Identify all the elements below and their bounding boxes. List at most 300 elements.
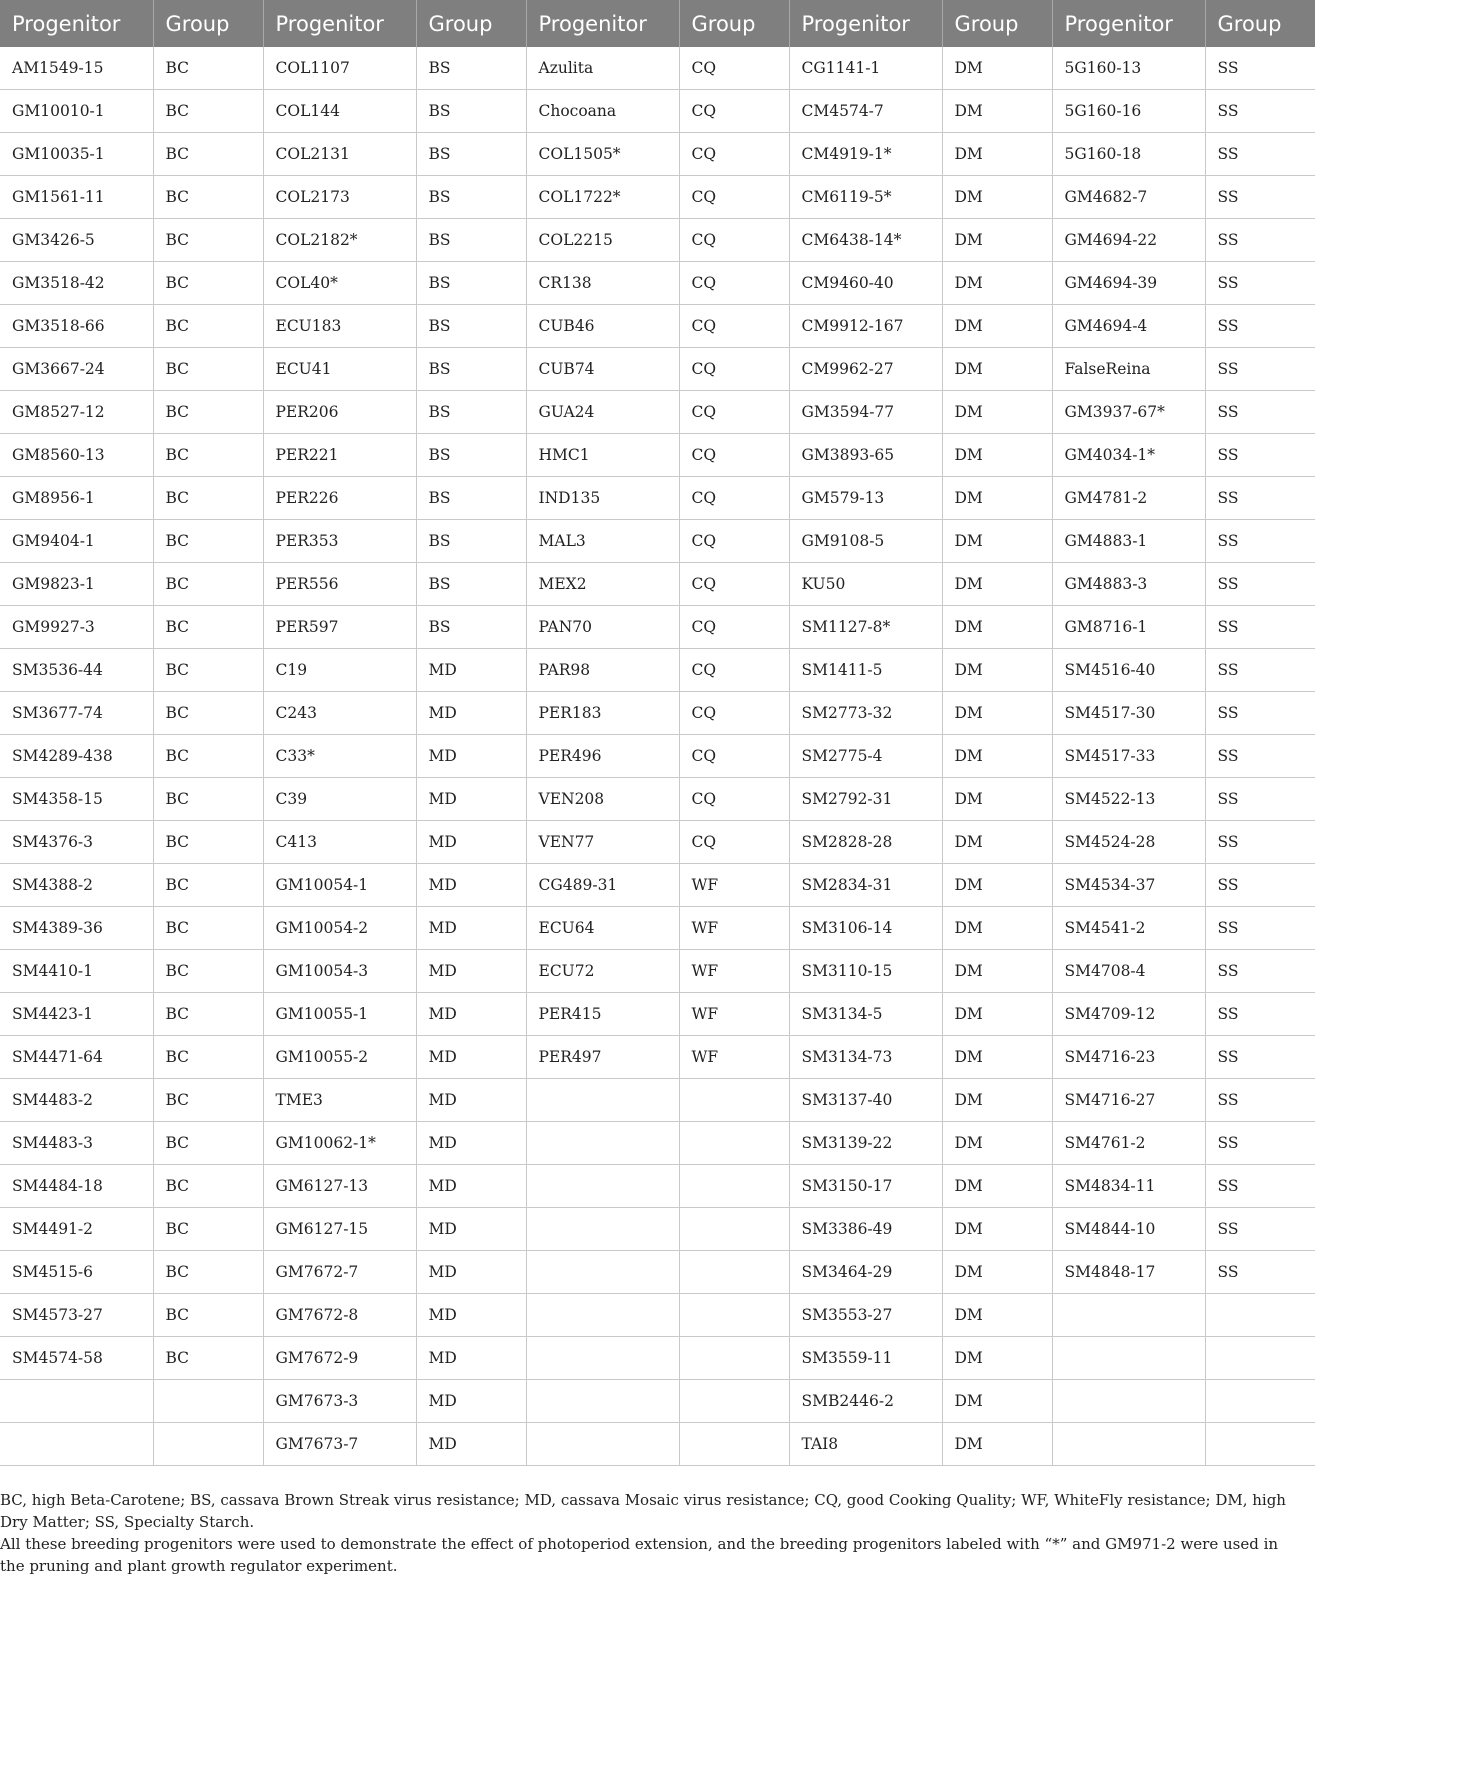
table-row: [0, 821, 1315, 864]
group-cell: BC: [153, 907, 263, 950]
table-row: [0, 1122, 1315, 1165]
group-cell: CQ: [679, 477, 789, 520]
group-cell: MD: [416, 1294, 526, 1337]
progenitor-cell: HMC1: [526, 434, 679, 477]
progenitor-cell: SM4517-33: [1052, 735, 1205, 778]
progenitor-cell: C413: [263, 821, 416, 864]
group-cell: BC: [153, 821, 263, 864]
progenitor-cell: PER221: [263, 434, 416, 477]
table-row: [0, 262, 1315, 305]
group-cell: BS: [416, 262, 526, 305]
progenitor-cell: SM4423-1: [0, 993, 153, 1036]
group-cell: [153, 1380, 263, 1423]
progenitor-cell: COL2182*: [263, 219, 416, 262]
group-cell: SS: [1205, 391, 1315, 434]
group-cell: DM: [942, 692, 1052, 735]
progenitor-cell: GM7673-7: [263, 1423, 416, 1466]
group-cell: BC: [153, 1165, 263, 1208]
table-row: [0, 735, 1315, 778]
progenitor-cell: SM3559-11: [789, 1337, 942, 1380]
progenitor-cell: [1052, 1294, 1205, 1337]
group-cell: SS: [1205, 348, 1315, 391]
header-progenitor-1: Progenitor: [0, 0, 153, 47]
group-cell: CQ: [679, 391, 789, 434]
progenitor-cell: SM4517-30: [1052, 692, 1205, 735]
table-row: [0, 1294, 1315, 1337]
progenitor-cell: SM2834-31: [789, 864, 942, 907]
progenitor-cell: [526, 1208, 679, 1251]
progenitor-cell: CM4574-7: [789, 90, 942, 133]
progenitor-cell: GM7672-8: [263, 1294, 416, 1337]
progenitor-cell: SM3150-17: [789, 1165, 942, 1208]
group-cell: BC: [153, 47, 263, 90]
group-cell: DM: [942, 1079, 1052, 1122]
group-cell: MD: [416, 692, 526, 735]
progenitor-cell: [0, 1380, 153, 1423]
progenitor-cell: GM4034-1*: [1052, 434, 1205, 477]
progenitor-cell: GM6127-13: [263, 1165, 416, 1208]
table-row: [0, 692, 1315, 735]
group-cell: BC: [153, 219, 263, 262]
group-cell: DM: [942, 262, 1052, 305]
table-body: [0, 47, 1315, 1466]
progenitor-cell: GM4682-7: [1052, 176, 1205, 219]
progenitor-cell: SM4289-438: [0, 735, 153, 778]
group-cell: [679, 1122, 789, 1165]
group-cell: DM: [942, 950, 1052, 993]
group-cell: MD: [416, 864, 526, 907]
progenitor-cell: GM8716-1: [1052, 606, 1205, 649]
progenitor-cell: ECU41: [263, 348, 416, 391]
progenitor-cell: PAR98: [526, 649, 679, 692]
group-cell: BC: [153, 864, 263, 907]
progenitor-cell: SM2775-4: [789, 735, 942, 778]
progenitor-cell: GM3518-42: [0, 262, 153, 305]
table-row: [0, 1079, 1315, 1122]
group-cell: [679, 1208, 789, 1251]
progenitor-cell: TME3: [263, 1079, 416, 1122]
group-cell: DM: [942, 1122, 1052, 1165]
progenitor-cell: MEX2: [526, 563, 679, 606]
header-group-2: Group: [416, 0, 526, 47]
progenitor-cell: PER556: [263, 563, 416, 606]
group-cell: MD: [416, 1165, 526, 1208]
group-cell: DM: [942, 305, 1052, 348]
progenitor-cell: GM4883-3: [1052, 563, 1205, 606]
group-cell: SS: [1205, 692, 1315, 735]
group-cell: DM: [942, 1036, 1052, 1079]
progenitor-cell: SM1127-8*: [789, 606, 942, 649]
progenitor-cell: PER353: [263, 520, 416, 563]
group-cell: SS: [1205, 778, 1315, 821]
group-cell: DM: [942, 1294, 1052, 1337]
progenitor-cell: SMB2446-2: [789, 1380, 942, 1423]
progenitor-cell: SM4389-36: [0, 907, 153, 950]
progenitor-cell: AM1549-15: [0, 47, 153, 90]
progenitor-cell: Azulita: [526, 47, 679, 90]
progenitor-cell: Chocoana: [526, 90, 679, 133]
group-cell: DM: [942, 649, 1052, 692]
group-cell: [679, 1251, 789, 1294]
progenitor-cell: GM7672-9: [263, 1337, 416, 1380]
group-cell: BC: [153, 520, 263, 563]
table-row: [0, 305, 1315, 348]
group-cell: BS: [416, 133, 526, 176]
progenitor-cell: PER206: [263, 391, 416, 434]
header-group-4: Group: [942, 0, 1052, 47]
progenitor-cell: SM4573-27: [0, 1294, 153, 1337]
progenitor-cell: COL40*: [263, 262, 416, 305]
group-cell: CQ: [679, 219, 789, 262]
header-progenitor-2: Progenitor: [263, 0, 416, 47]
group-cell: MD: [416, 778, 526, 821]
group-cell: BS: [416, 477, 526, 520]
group-cell: SS: [1205, 1251, 1315, 1294]
group-cell: DM: [942, 477, 1052, 520]
progenitor-cell: PER497: [526, 1036, 679, 1079]
group-cell: BC: [153, 1337, 263, 1380]
group-cell: DM: [942, 133, 1052, 176]
progenitor-cell: C19: [263, 649, 416, 692]
progenitor-cell: GM10055-1: [263, 993, 416, 1036]
progenitor-cell: SM3110-15: [789, 950, 942, 993]
group-cell: [153, 1423, 263, 1466]
progenitor-cell: SM4483-3: [0, 1122, 153, 1165]
group-cell: DM: [942, 348, 1052, 391]
progenitor-cell: GM4694-22: [1052, 219, 1205, 262]
group-cell: WF: [679, 907, 789, 950]
group-cell: BC: [153, 1036, 263, 1079]
progenitor-cell: C39: [263, 778, 416, 821]
progenitor-cell: CM6119-5*: [789, 176, 942, 219]
progenitor-cell: 5G160-18: [1052, 133, 1205, 176]
group-cell: [1205, 1337, 1315, 1380]
group-cell: [1205, 1294, 1315, 1337]
progenitor-cell: SM4574-58: [0, 1337, 153, 1380]
table-footnotes: [0, 1489, 1295, 1577]
group-cell: DM: [942, 391, 1052, 434]
header-row: [0, 0, 1315, 47]
progenitor-cell: [526, 1079, 679, 1122]
group-cell: DM: [942, 993, 1052, 1036]
group-cell: DM: [942, 1251, 1052, 1294]
group-cell: WF: [679, 993, 789, 1036]
group-cell: BS: [416, 47, 526, 90]
table-row: [0, 1165, 1315, 1208]
group-cell: WF: [679, 1036, 789, 1079]
progenitor-cell: PER597: [263, 606, 416, 649]
group-cell: [679, 1380, 789, 1423]
group-cell: BC: [153, 434, 263, 477]
group-cell: CQ: [679, 692, 789, 735]
table-row: [0, 133, 1315, 176]
table-row: [0, 1251, 1315, 1294]
group-cell: DM: [942, 1380, 1052, 1423]
group-cell: MD: [416, 1122, 526, 1165]
progenitor-cell: [526, 1294, 679, 1337]
progenitor-cell: SM4515-6: [0, 1251, 153, 1294]
progenitor-cell: PER496: [526, 735, 679, 778]
table-row: [0, 1036, 1315, 1079]
progenitor-cell: SM4716-27: [1052, 1079, 1205, 1122]
group-cell: BC: [153, 1208, 263, 1251]
table-row: [0, 434, 1315, 477]
group-cell: CQ: [679, 606, 789, 649]
progenitor-cell: [526, 1165, 679, 1208]
group-cell: DM: [942, 563, 1052, 606]
progenitor-cell: GM579-13: [789, 477, 942, 520]
progenitor-cell: SM4484-18: [0, 1165, 153, 1208]
group-cell: SS: [1205, 649, 1315, 692]
group-cell: BC: [153, 477, 263, 520]
group-cell: SS: [1205, 90, 1315, 133]
group-cell: CQ: [679, 778, 789, 821]
table-row: [0, 1423, 1315, 1466]
group-cell: DM: [942, 434, 1052, 477]
group-cell: SS: [1205, 262, 1315, 305]
header-progenitor-4: Progenitor: [789, 0, 942, 47]
progenitor-cell: GM4883-1: [1052, 520, 1205, 563]
table-row: [0, 1208, 1315, 1251]
group-cell: BC: [153, 993, 263, 1036]
progenitor-cell: MAL3: [526, 520, 679, 563]
progenitor-cell: GM4694-4: [1052, 305, 1205, 348]
group-cell: BS: [416, 520, 526, 563]
progenitor-cell: SM4716-23: [1052, 1036, 1205, 1079]
group-cell: BC: [153, 1079, 263, 1122]
group-cell: SS: [1205, 1208, 1315, 1251]
progenitor-cell: GM3594-77: [789, 391, 942, 434]
group-cell: [679, 1337, 789, 1380]
table-row: [0, 90, 1315, 133]
progenitor-cell: COL1505*: [526, 133, 679, 176]
progenitor-cell: [1052, 1337, 1205, 1380]
progenitor-cell: 5G160-16: [1052, 90, 1205, 133]
progenitor-cell: CM9962-27: [789, 348, 942, 391]
progenitor-cell: SM3536-44: [0, 649, 153, 692]
progenitor-cell: SM2792-31: [789, 778, 942, 821]
progenitor-cell: CM6438-14*: [789, 219, 942, 262]
group-cell: CQ: [679, 821, 789, 864]
header-group-1: Group: [153, 0, 263, 47]
group-cell: SS: [1205, 1079, 1315, 1122]
progenitor-cell: SM1411-5: [789, 649, 942, 692]
group-cell: MD: [416, 1208, 526, 1251]
progenitor-cell: CG1141-1: [789, 47, 942, 90]
progenitor-cell: GM9927-3: [0, 606, 153, 649]
progenitor-cell: COL2173: [263, 176, 416, 219]
progenitor-cell: GM9404-1: [0, 520, 153, 563]
group-cell: [679, 1079, 789, 1122]
progenitor-cell: SM4834-11: [1052, 1165, 1205, 1208]
progenitor-cell: GM10055-2: [263, 1036, 416, 1079]
footnote-abbreviations: BC, high Beta-Carotene; BS, cassava Brown Streak virus resistance; MD, cassava Mosaic virus resistance; CQ, good Cooking Quality; WF, WhiteFly resistance; DM, high Dry Matter; SS, Specialty Starch.: [0, 1491, 1286, 1531]
group-cell: BC: [153, 1251, 263, 1294]
group-cell: BC: [153, 391, 263, 434]
progenitor-cell: VEN77: [526, 821, 679, 864]
group-cell: MD: [416, 1036, 526, 1079]
progenitor-cell: ECU183: [263, 305, 416, 348]
progenitor-cell: IND135: [526, 477, 679, 520]
progenitor-cell: COL1107: [263, 47, 416, 90]
group-cell: DM: [942, 1423, 1052, 1466]
group-cell: DM: [942, 778, 1052, 821]
progenitor-cell: SM4388-2: [0, 864, 153, 907]
group-cell: SS: [1205, 47, 1315, 90]
group-cell: SS: [1205, 1165, 1315, 1208]
table-row: [0, 563, 1315, 606]
group-cell: DM: [942, 47, 1052, 90]
group-cell: BC: [153, 778, 263, 821]
table-row: [0, 348, 1315, 391]
progenitor-cell: SM4358-15: [0, 778, 153, 821]
group-cell: DM: [942, 176, 1052, 219]
progenitor-cell: GM3518-66: [0, 305, 153, 348]
group-cell: MD: [416, 735, 526, 778]
progenitor-cell: SM4848-17: [1052, 1251, 1205, 1294]
header-progenitor-3: Progenitor: [526, 0, 679, 47]
table-row: [0, 1380, 1315, 1423]
table-row: [0, 864, 1315, 907]
header-group-3: Group: [679, 0, 789, 47]
group-cell: DM: [942, 907, 1052, 950]
progenitor-cell: GM1561-11: [0, 176, 153, 219]
progenitor-cell: COL144: [263, 90, 416, 133]
group-cell: WF: [679, 950, 789, 993]
progenitor-cell: GM4781-2: [1052, 477, 1205, 520]
progenitor-cell: SM4410-1: [0, 950, 153, 993]
progenitor-cell: GM8956-1: [0, 477, 153, 520]
group-cell: MD: [416, 1251, 526, 1294]
table-row: [0, 649, 1315, 692]
progenitor-cell: SM4483-2: [0, 1079, 153, 1122]
progenitor-cell: CUB46: [526, 305, 679, 348]
progenitor-cell: CR138: [526, 262, 679, 305]
table-row: [0, 993, 1315, 1036]
progenitor-cell: SM3134-73: [789, 1036, 942, 1079]
progenitor-cell: GM6127-15: [263, 1208, 416, 1251]
progenitor-cell: [0, 1423, 153, 1466]
group-cell: DM: [942, 520, 1052, 563]
group-cell: CQ: [679, 563, 789, 606]
progenitor-cell: SM2773-32: [789, 692, 942, 735]
progenitor-cell: FalseReina: [1052, 348, 1205, 391]
group-cell: BC: [153, 305, 263, 348]
progenitor-cell: GM3937-67*: [1052, 391, 1205, 434]
group-cell: SS: [1205, 821, 1315, 864]
progenitor-cell: GM9823-1: [0, 563, 153, 606]
progenitor-cell: GM9108-5: [789, 520, 942, 563]
group-cell: BC: [153, 735, 263, 778]
progenitor-cell: SM2828-28: [789, 821, 942, 864]
group-cell: SS: [1205, 305, 1315, 348]
progenitor-cell: SM3553-27: [789, 1294, 942, 1337]
group-cell: MD: [416, 1423, 526, 1466]
table-row: [0, 606, 1315, 649]
progenitor-cell: GM8560-13: [0, 434, 153, 477]
group-cell: SS: [1205, 907, 1315, 950]
group-cell: SS: [1205, 950, 1315, 993]
progenitor-cell: GM10054-1: [263, 864, 416, 907]
group-cell: DM: [942, 1165, 1052, 1208]
progenitor-cell: SM4708-4: [1052, 950, 1205, 993]
progenitor-cell: SM4491-2: [0, 1208, 153, 1251]
progenitor-cell: SM4844-10: [1052, 1208, 1205, 1251]
progenitor-cell: GM3426-5: [0, 219, 153, 262]
group-cell: BS: [416, 90, 526, 133]
group-cell: CQ: [679, 305, 789, 348]
group-cell: BC: [153, 348, 263, 391]
progenitor-cell: PER226: [263, 477, 416, 520]
group-cell: DM: [942, 1208, 1052, 1251]
progenitor-cell: SM3134-5: [789, 993, 942, 1036]
progenitor-cell: [526, 1122, 679, 1165]
group-cell: SS: [1205, 520, 1315, 563]
progenitor-cell: SM4534-37: [1052, 864, 1205, 907]
group-cell: SS: [1205, 606, 1315, 649]
group-cell: DM: [942, 821, 1052, 864]
progenitor-cell: SM3386-49: [789, 1208, 942, 1251]
progenitor-cell: [526, 1423, 679, 1466]
table-row: [0, 778, 1315, 821]
group-cell: [679, 1294, 789, 1337]
progenitor-cell: SM4376-3: [0, 821, 153, 864]
group-cell: BC: [153, 950, 263, 993]
progenitor-cell: SM4524-28: [1052, 821, 1205, 864]
progenitor-cell: SM4516-40: [1052, 649, 1205, 692]
table-row: [0, 950, 1315, 993]
progenitor-cell: GM10010-1: [0, 90, 153, 133]
group-cell: CQ: [679, 649, 789, 692]
progenitor-cell: GM8527-12: [0, 391, 153, 434]
group-cell: CQ: [679, 90, 789, 133]
group-cell: BS: [416, 563, 526, 606]
table-row: [0, 176, 1315, 219]
group-cell: SS: [1205, 219, 1315, 262]
progenitor-cell: SM4541-2: [1052, 907, 1205, 950]
group-cell: CQ: [679, 262, 789, 305]
progenitor-cell: C243: [263, 692, 416, 735]
group-cell: MD: [416, 993, 526, 1036]
group-cell: DM: [942, 1337, 1052, 1380]
progenitor-cell: COL2215: [526, 219, 679, 262]
table-row: [0, 219, 1315, 262]
group-cell: BC: [153, 90, 263, 133]
group-cell: BS: [416, 219, 526, 262]
group-cell: [1205, 1423, 1315, 1466]
progenitor-cell: [526, 1380, 679, 1423]
progenitor-cell: COL2131: [263, 133, 416, 176]
group-cell: MD: [416, 1337, 526, 1380]
progenitor-cell: CM9912-167: [789, 305, 942, 348]
progenitor-cell: COL1722*: [526, 176, 679, 219]
group-cell: SS: [1205, 1122, 1315, 1165]
progenitor-cell: GM10054-2: [263, 907, 416, 950]
progenitor-cell: SM3106-14: [789, 907, 942, 950]
group-cell: SS: [1205, 1036, 1315, 1079]
table-row: [0, 391, 1315, 434]
progenitor-cell: PAN70: [526, 606, 679, 649]
group-cell: BC: [153, 606, 263, 649]
progenitor-cell: PER183: [526, 692, 679, 735]
progenitor-cell: KU50: [789, 563, 942, 606]
group-cell: CQ: [679, 176, 789, 219]
group-cell: BS: [416, 348, 526, 391]
group-cell: BC: [153, 262, 263, 305]
group-cell: DM: [942, 735, 1052, 778]
progenitor-cell: CUB74: [526, 348, 679, 391]
progenitor-cell: SM3464-29: [789, 1251, 942, 1294]
